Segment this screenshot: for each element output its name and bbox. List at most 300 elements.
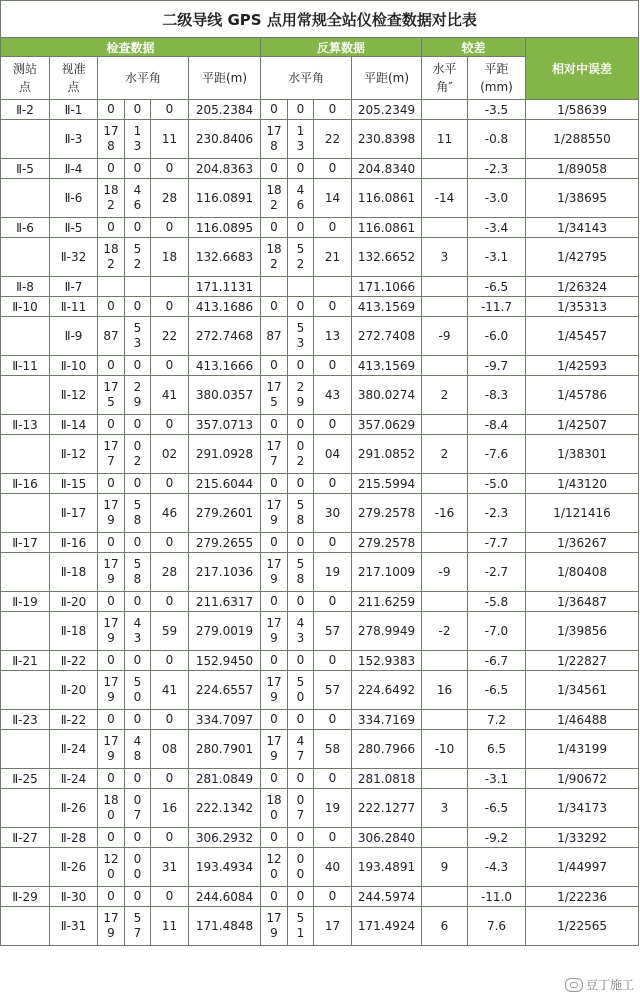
cell-station: Ⅱ-5 [1, 159, 50, 179]
cell-hangle-inverse-part-2: 0 [314, 100, 352, 120]
cell-hangle-inverse-part-2: 0 [314, 415, 352, 435]
cell-hangle-inverse-part-1: 1 3 [288, 120, 314, 159]
table-row [1, 376, 639, 415]
cell-diff-dist: -3.1 [468, 238, 526, 277]
cell-sight: Ⅱ-20 [50, 671, 98, 710]
cell-hangle-inverse-part-1: 5 3 [288, 317, 314, 356]
cell-diff-angle [422, 100, 468, 120]
cell-hdist-check: 171.4848 [189, 907, 261, 946]
cell-diff-angle: 11 [422, 120, 468, 159]
cell-sight: Ⅱ-32 [50, 238, 98, 277]
header-diff-dist: 平距 (mm) [468, 57, 526, 100]
cell-hangle-check-part-1: 5 8 [125, 494, 151, 533]
cell-sight: Ⅱ-26 [50, 789, 98, 828]
cell-hdist-check: 413.1666 [189, 356, 261, 376]
cell-diff-dist: -3.0 [468, 179, 526, 218]
cell-hangle-inverse-part-0: 18 2 [261, 179, 288, 218]
cell-relative-error: 1/43120 [526, 474, 639, 494]
cell-hdist-check: 217.1036 [189, 553, 261, 592]
cell-hangle-inverse-part-2 [314, 277, 352, 297]
cell-hangle-inverse-part-2: 40 [314, 848, 352, 887]
cell-hangle-inverse-part-1: 4 7 [288, 730, 314, 769]
cell-hangle-check-part-0: 0 [98, 651, 125, 671]
cell-hangle-check-part-1: 0 [125, 887, 151, 907]
watermark-text: 豆丁施工 [585, 978, 634, 992]
cell-hangle-inverse-part-1: 0 [288, 828, 314, 848]
cell-hangle-check-part-0: 17 7 [98, 435, 125, 474]
cell-hangle-inverse-part-2: 17 [314, 907, 352, 946]
group-inverse: 反算数据 [261, 38, 422, 57]
cell-hangle-inverse-part-2: 0 [314, 887, 352, 907]
cell-sight: Ⅱ-16 [50, 533, 98, 553]
cell-hangle-check-part-1: 0 [125, 474, 151, 494]
cell-sight: Ⅱ-1 [50, 100, 98, 120]
cell-relative-error: 1/38301 [526, 435, 639, 474]
cell-station: Ⅱ-17 [1, 533, 50, 553]
cell-hangle-check-part-0: 0 [98, 218, 125, 238]
cell-hangle-check-part-1: 4 3 [125, 612, 151, 651]
cell-relative-error: 1/58639 [526, 100, 639, 120]
cell-sight: Ⅱ-17 [50, 494, 98, 533]
header-hdist-inverse: 平距(m) [352, 57, 422, 100]
cell-diff-angle: -16 [422, 494, 468, 533]
cell-hangle-inverse-part-1: 0 [288, 356, 314, 376]
cell-hangle-inverse-part-1: 0 [288, 415, 314, 435]
cell-diff-angle: 3 [422, 238, 468, 277]
cell-hangle-check-part-2: 0 [151, 100, 189, 120]
cell-sight: Ⅱ-31 [50, 907, 98, 946]
cell-hdist-inverse: 306.2840 [352, 828, 422, 848]
cell-diff-dist: 7.2 [468, 710, 526, 730]
cell-hangle-check-part-2: 11 [151, 907, 189, 946]
cell-diff-dist: -0.8 [468, 120, 526, 159]
cell-hangle-inverse-part-0: 17 9 [261, 553, 288, 592]
cell-hdist-inverse: 272.7408 [352, 317, 422, 356]
cell-hangle-check-part-0: 0 [98, 710, 125, 730]
cell-hangle-check-part-0: 0 [98, 533, 125, 553]
cell-hangle-inverse-part-0: 0 [261, 887, 288, 907]
cell-hangle-inverse-part-0: 17 5 [261, 376, 288, 415]
cell-diff-dist: -8.4 [468, 415, 526, 435]
cell-hangle-check-part-2 [151, 277, 189, 297]
cell-relative-error: 1/39856 [526, 612, 639, 651]
cell-hangle-inverse-part-0: 0 [261, 415, 288, 435]
cell-relative-error: 1/34561 [526, 671, 639, 710]
table-body [1, 100, 639, 946]
cell-relative-error: 1/44997 [526, 848, 639, 887]
cell-hangle-inverse-part-2: 57 [314, 671, 352, 710]
cell-diff-dist: -8.3 [468, 376, 526, 415]
cell-hangle-inverse-part-2: 21 [314, 238, 352, 277]
cell-station: Ⅱ-13 [1, 415, 50, 435]
cell-diff-dist: -2.3 [468, 494, 526, 533]
cell-hangle-check-part-2: 0 [151, 828, 189, 848]
cell-station: Ⅱ-11 [1, 356, 50, 376]
header-hangle-inverse: 水平角 [261, 57, 352, 100]
cell-hangle-check-part-1: 0 7 [125, 789, 151, 828]
cell-relative-error: 1/22565 [526, 907, 639, 946]
cell-hangle-check-part-1: 0 [125, 651, 151, 671]
cell-hangle-inverse-part-0: 18 2 [261, 238, 288, 277]
group-check: 检查数据 [1, 38, 261, 57]
cell-diff-dist: -5.0 [468, 474, 526, 494]
header-sight: 视准 点 [50, 57, 98, 100]
cell-diff-angle [422, 415, 468, 435]
cell-hangle-inverse-part-1: 0 [288, 887, 314, 907]
cell-hdist-inverse: 116.0861 [352, 179, 422, 218]
cell-station: Ⅱ-10 [1, 297, 50, 317]
cell-relative-error: 1/288550 [526, 120, 639, 159]
table-row [1, 474, 639, 494]
cell-diff-dist: -3.5 [468, 100, 526, 120]
cell-diff-angle: 16 [422, 671, 468, 710]
cell-diff-dist: -3.1 [468, 769, 526, 789]
cell-hdist-inverse: 357.0629 [352, 415, 422, 435]
cell-hangle-check-part-2: 0 [151, 533, 189, 553]
cell-hangle-inverse-part-1: 0 7 [288, 789, 314, 828]
table-row [1, 356, 639, 376]
cell-hangle-inverse-part-1: 0 [288, 474, 314, 494]
cell-diff-angle [422, 769, 468, 789]
cell-relative-error: 1/36487 [526, 592, 639, 612]
cell-hdist-inverse: 380.0274 [352, 376, 422, 415]
table-row [1, 415, 639, 435]
table-title: 二级导线 GPS 点用常规全站仪检查数据对比表 [1, 1, 639, 38]
cell-hdist-check: 244.6084 [189, 887, 261, 907]
table-row [1, 494, 639, 533]
cell-hangle-check-part-2: 0 [151, 218, 189, 238]
cell-hangle-inverse-part-1: 0 [288, 651, 314, 671]
cell-hangle-inverse-part-0: 17 8 [261, 120, 288, 159]
cell-sight: Ⅱ-11 [50, 297, 98, 317]
cell-hdist-check: 171.1131 [189, 277, 261, 297]
cell-relative-error: 1/36267 [526, 533, 639, 553]
cell-relative-error: 1/42795 [526, 238, 639, 277]
cell-hdist-check: 306.2932 [189, 828, 261, 848]
cell-sight: Ⅱ-24 [50, 730, 98, 769]
cell-hdist-inverse: 224.6492 [352, 671, 422, 710]
cell-hangle-inverse-part-2: 0 [314, 592, 352, 612]
cell-station: Ⅱ-29 [1, 887, 50, 907]
cell-hangle-inverse-part-1: 5 1 [288, 907, 314, 946]
cell-diff-angle: 9 [422, 848, 468, 887]
cell-hangle-inverse-part-2: 0 [314, 474, 352, 494]
table-row [1, 277, 639, 297]
cell-hangle-check-part-0: 17 8 [98, 120, 125, 159]
cell-diff-dist: 6.5 [468, 730, 526, 769]
cell-hangle-inverse-part-0: 18 0 [261, 789, 288, 828]
cell-hangle-inverse-part-0: 0 [261, 592, 288, 612]
cell-hangle-inverse-part-1: 5 8 [288, 553, 314, 592]
cell-hdist-inverse: 334.7169 [352, 710, 422, 730]
cell-hangle-check-part-1: 0 [125, 159, 151, 179]
cell-relative-error: 1/34143 [526, 218, 639, 238]
cell-diff-angle [422, 277, 468, 297]
cell-sight: Ⅱ-26 [50, 848, 98, 887]
group-relative-error: 相对中误差 [526, 38, 639, 100]
cell-hangle-inverse-part-0: 0 [261, 533, 288, 553]
cell-hangle-inverse-part-2: 58 [314, 730, 352, 769]
cell-hdist-check: 116.0895 [189, 218, 261, 238]
cell-hangle-inverse-part-2: 04 [314, 435, 352, 474]
cell-station: Ⅱ-23 [1, 710, 50, 730]
cell-hdist-check: 224.6557 [189, 671, 261, 710]
cell-hdist-check: 215.6044 [189, 474, 261, 494]
cell-hangle-check-part-1: 0 2 [125, 435, 151, 474]
cell-hangle-inverse-part-1: 5 8 [288, 494, 314, 533]
cell-hangle-inverse-part-0: 17 9 [261, 612, 288, 651]
cell-relative-error: 1/46488 [526, 710, 639, 730]
group-header-row [1, 38, 639, 57]
cell-diff-angle: -9 [422, 317, 468, 356]
cell-hangle-check-part-2: 22 [151, 317, 189, 356]
cell-hangle-inverse-part-1: 0 [288, 297, 314, 317]
cell-station: Ⅱ-27 [1, 828, 50, 848]
cell-relative-error: 1/121416 [526, 494, 639, 533]
cell-hangle-check-part-0: 0 [98, 887, 125, 907]
cell-hangle-inverse-part-0: 0 [261, 356, 288, 376]
cell-hangle-check-part-0: 18 2 [98, 179, 125, 218]
table-row [1, 730, 639, 769]
wechat-icon [565, 978, 583, 992]
cell-relative-error: 1/38695 [526, 179, 639, 218]
cell-diff-angle [422, 159, 468, 179]
cell-hdist-inverse: 413.1569 [352, 297, 422, 317]
cell-hangle-inverse-part-0: 17 7 [261, 435, 288, 474]
cell-hangle-inverse-part-1 [288, 277, 314, 297]
cell-sight: Ⅱ-6 [50, 179, 98, 218]
table-row [1, 435, 639, 474]
cell-diff-angle: 6 [422, 907, 468, 946]
cell-hangle-inverse-part-2: 14 [314, 179, 352, 218]
cell-hangle-inverse-part-1: 2 9 [288, 376, 314, 415]
cell-hangle-check-part-1: 0 [125, 100, 151, 120]
cell-relative-error: 1/89058 [526, 159, 639, 179]
cell-hangle-check-part-0: 17 9 [98, 730, 125, 769]
cell-sight: Ⅱ-12 [50, 435, 98, 474]
cell-station [1, 730, 50, 769]
cell-hangle-check-part-0: 17 9 [98, 907, 125, 946]
table-row [1, 710, 639, 730]
cell-hangle-check-part-0 [98, 277, 125, 297]
cell-hangle-check-part-0: 12 0 [98, 848, 125, 887]
table-row [1, 887, 639, 907]
cell-relative-error: 1/45457 [526, 317, 639, 356]
cell-hangle-check-part-1: 0 [125, 828, 151, 848]
cell-hdist-inverse: 171.1066 [352, 277, 422, 297]
table-row [1, 179, 639, 218]
cell-station [1, 848, 50, 887]
cell-hangle-inverse-part-2: 0 [314, 218, 352, 238]
cell-sight: Ⅱ-12 [50, 376, 98, 415]
cell-relative-error: 1/45786 [526, 376, 639, 415]
cell-station [1, 435, 50, 474]
cell-hangle-inverse-part-0: 0 [261, 828, 288, 848]
table-row [1, 612, 639, 651]
cell-relative-error: 1/22827 [526, 651, 639, 671]
cell-hangle-inverse-part-0: 0 [261, 297, 288, 317]
cell-hdist-check: 204.8363 [189, 159, 261, 179]
cell-hangle-check-part-2: 28 [151, 553, 189, 592]
cell-hangle-inverse-part-0 [261, 277, 288, 297]
cell-hangle-inverse-part-0: 17 9 [261, 671, 288, 710]
cell-hangle-inverse-part-1: 0 [288, 710, 314, 730]
cell-sight: Ⅱ-24 [50, 769, 98, 789]
cell-hangle-check-part-1: 0 0 [125, 848, 151, 887]
cell-sight: Ⅱ-5 [50, 218, 98, 238]
cell-hangle-check-part-2: 46 [151, 494, 189, 533]
cell-hangle-inverse-part-0: 0 [261, 159, 288, 179]
cell-diff-angle [422, 887, 468, 907]
header-diff-angle: 水平 角″ [422, 57, 468, 100]
table-row [1, 553, 639, 592]
cell-hangle-check-part-1: 0 [125, 297, 151, 317]
cell-hdist-check: 380.0357 [189, 376, 261, 415]
cell-sight: Ⅱ-22 [50, 651, 98, 671]
cell-sight: Ⅱ-28 [50, 828, 98, 848]
cell-hangle-check-part-1: 5 8 [125, 553, 151, 592]
table-row [1, 317, 639, 356]
cell-hdist-check: 132.6683 [189, 238, 261, 277]
cell-hangle-check-part-0: 0 [98, 297, 125, 317]
cell-sight: Ⅱ-14 [50, 415, 98, 435]
cell-relative-error: 1/35313 [526, 297, 639, 317]
cell-hdist-inverse: 291.0852 [352, 435, 422, 474]
cell-hangle-inverse-part-0: 0 [261, 218, 288, 238]
cell-hangle-check-part-1: 2 9 [125, 376, 151, 415]
cell-hangle-check-part-0: 0 [98, 769, 125, 789]
cell-hangle-check-part-0: 18 0 [98, 789, 125, 828]
cell-sight: Ⅱ-10 [50, 356, 98, 376]
cell-hdist-inverse: 230.8398 [352, 120, 422, 159]
cell-hangle-inverse-part-2: 0 [314, 297, 352, 317]
cell-hangle-check-part-2: 0 [151, 474, 189, 494]
cell-diff-angle: 3 [422, 789, 468, 828]
cell-sight: Ⅱ-9 [50, 317, 98, 356]
cell-hangle-check-part-2: 02 [151, 435, 189, 474]
cell-hangle-inverse-part-0: 0 [261, 769, 288, 789]
cell-hdist-check: 279.2655 [189, 533, 261, 553]
cell-hangle-check-part-2: 41 [151, 376, 189, 415]
cell-hangle-inverse-part-2: 19 [314, 553, 352, 592]
cell-hangle-inverse-part-0: 87 [261, 317, 288, 356]
cell-diff-angle: -9 [422, 553, 468, 592]
cell-station [1, 317, 50, 356]
table-row [1, 238, 639, 277]
cell-hdist-check: 205.2384 [189, 100, 261, 120]
cell-diff-angle [422, 297, 468, 317]
cell-relative-error: 1/43199 [526, 730, 639, 769]
cell-hangle-inverse-part-1: 5 0 [288, 671, 314, 710]
table-row [1, 848, 639, 887]
table-row [1, 592, 639, 612]
cell-sight: Ⅱ-18 [50, 553, 98, 592]
table-row [1, 297, 639, 317]
cell-hangle-check-part-0: 0 [98, 474, 125, 494]
cell-station [1, 238, 50, 277]
cell-hangle-check-part-0: 0 [98, 592, 125, 612]
cell-sight: Ⅱ-22 [50, 710, 98, 730]
header-station: 测站 点 [1, 57, 50, 100]
cell-hangle-check-part-0: 18 2 [98, 238, 125, 277]
cell-diff-angle: 2 [422, 376, 468, 415]
cell-diff-angle: -10 [422, 730, 468, 769]
cell-hdist-inverse: 193.4891 [352, 848, 422, 887]
cell-hangle-inverse-part-2: 0 [314, 769, 352, 789]
cell-hangle-check-part-2: 08 [151, 730, 189, 769]
cell-hangle-check-part-2: 59 [151, 612, 189, 651]
cell-hangle-inverse-part-1: 0 [288, 159, 314, 179]
cell-diff-angle: 2 [422, 435, 468, 474]
cell-diff-angle [422, 533, 468, 553]
cell-hangle-inverse-part-2: 30 [314, 494, 352, 533]
cell-station [1, 907, 50, 946]
cell-hdist-inverse: 211.6259 [352, 592, 422, 612]
cell-hdist-inverse: 205.2349 [352, 100, 422, 120]
cell-hdist-inverse: 171.4924 [352, 907, 422, 946]
cell-diff-dist: -6.5 [468, 789, 526, 828]
cell-hdist-inverse: 217.1009 [352, 553, 422, 592]
cell-station: Ⅱ-19 [1, 592, 50, 612]
cell-diff-dist: -2.7 [468, 553, 526, 592]
cell-hangle-inverse-part-0: 17 9 [261, 730, 288, 769]
table-row [1, 828, 639, 848]
cell-station [1, 376, 50, 415]
cell-hangle-check-part-1: 0 [125, 533, 151, 553]
table-row [1, 120, 639, 159]
cell-diff-dist: -7.6 [468, 435, 526, 474]
cell-hangle-check-part-0: 0 [98, 356, 125, 376]
cell-hangle-check-part-1: 0 [125, 356, 151, 376]
cell-hangle-check-part-2: 0 [151, 592, 189, 612]
cell-hdist-inverse: 132.6652 [352, 238, 422, 277]
cell-hangle-inverse-part-0: 0 [261, 474, 288, 494]
cell-hdist-inverse: 413.1569 [352, 356, 422, 376]
cell-relative-error: 1/42593 [526, 356, 639, 376]
cell-hangle-inverse-part-2: 22 [314, 120, 352, 159]
cell-hdist-inverse: 204.8340 [352, 159, 422, 179]
cell-diff-angle [422, 651, 468, 671]
cell-relative-error: 1/90672 [526, 769, 639, 789]
cell-hangle-check-part-0: 17 9 [98, 612, 125, 651]
cell-hangle-inverse-part-2: 19 [314, 789, 352, 828]
cell-station [1, 671, 50, 710]
cell-hdist-check: 116.0891 [189, 179, 261, 218]
cell-diff-dist: -3.4 [468, 218, 526, 238]
cell-hdist-check: 357.0713 [189, 415, 261, 435]
cell-hdist-inverse: 244.5974 [352, 887, 422, 907]
cell-hangle-check-part-1: 5 3 [125, 317, 151, 356]
cell-hangle-inverse-part-2: 0 [314, 533, 352, 553]
table-row [1, 789, 639, 828]
cell-hangle-check-part-2: 28 [151, 179, 189, 218]
cell-station [1, 120, 50, 159]
cell-station [1, 789, 50, 828]
cell-diff-dist: -5.8 [468, 592, 526, 612]
cell-hangle-check-part-2: 0 [151, 769, 189, 789]
cell-hangle-check-part-1 [125, 277, 151, 297]
cell-diff-dist: -7.7 [468, 533, 526, 553]
cell-hangle-inverse-part-0: 17 9 [261, 494, 288, 533]
cell-station: Ⅱ-21 [1, 651, 50, 671]
cell-hdist-check: 281.0849 [189, 769, 261, 789]
cell-station: Ⅱ-8 [1, 277, 50, 297]
cell-hangle-inverse-part-2: 13 [314, 317, 352, 356]
cell-hangle-inverse-part-1: 0 [288, 769, 314, 789]
cell-hdist-check: 211.6317 [189, 592, 261, 612]
cell-relative-error: 1/33292 [526, 828, 639, 848]
cell-hangle-check-part-2: 0 [151, 159, 189, 179]
